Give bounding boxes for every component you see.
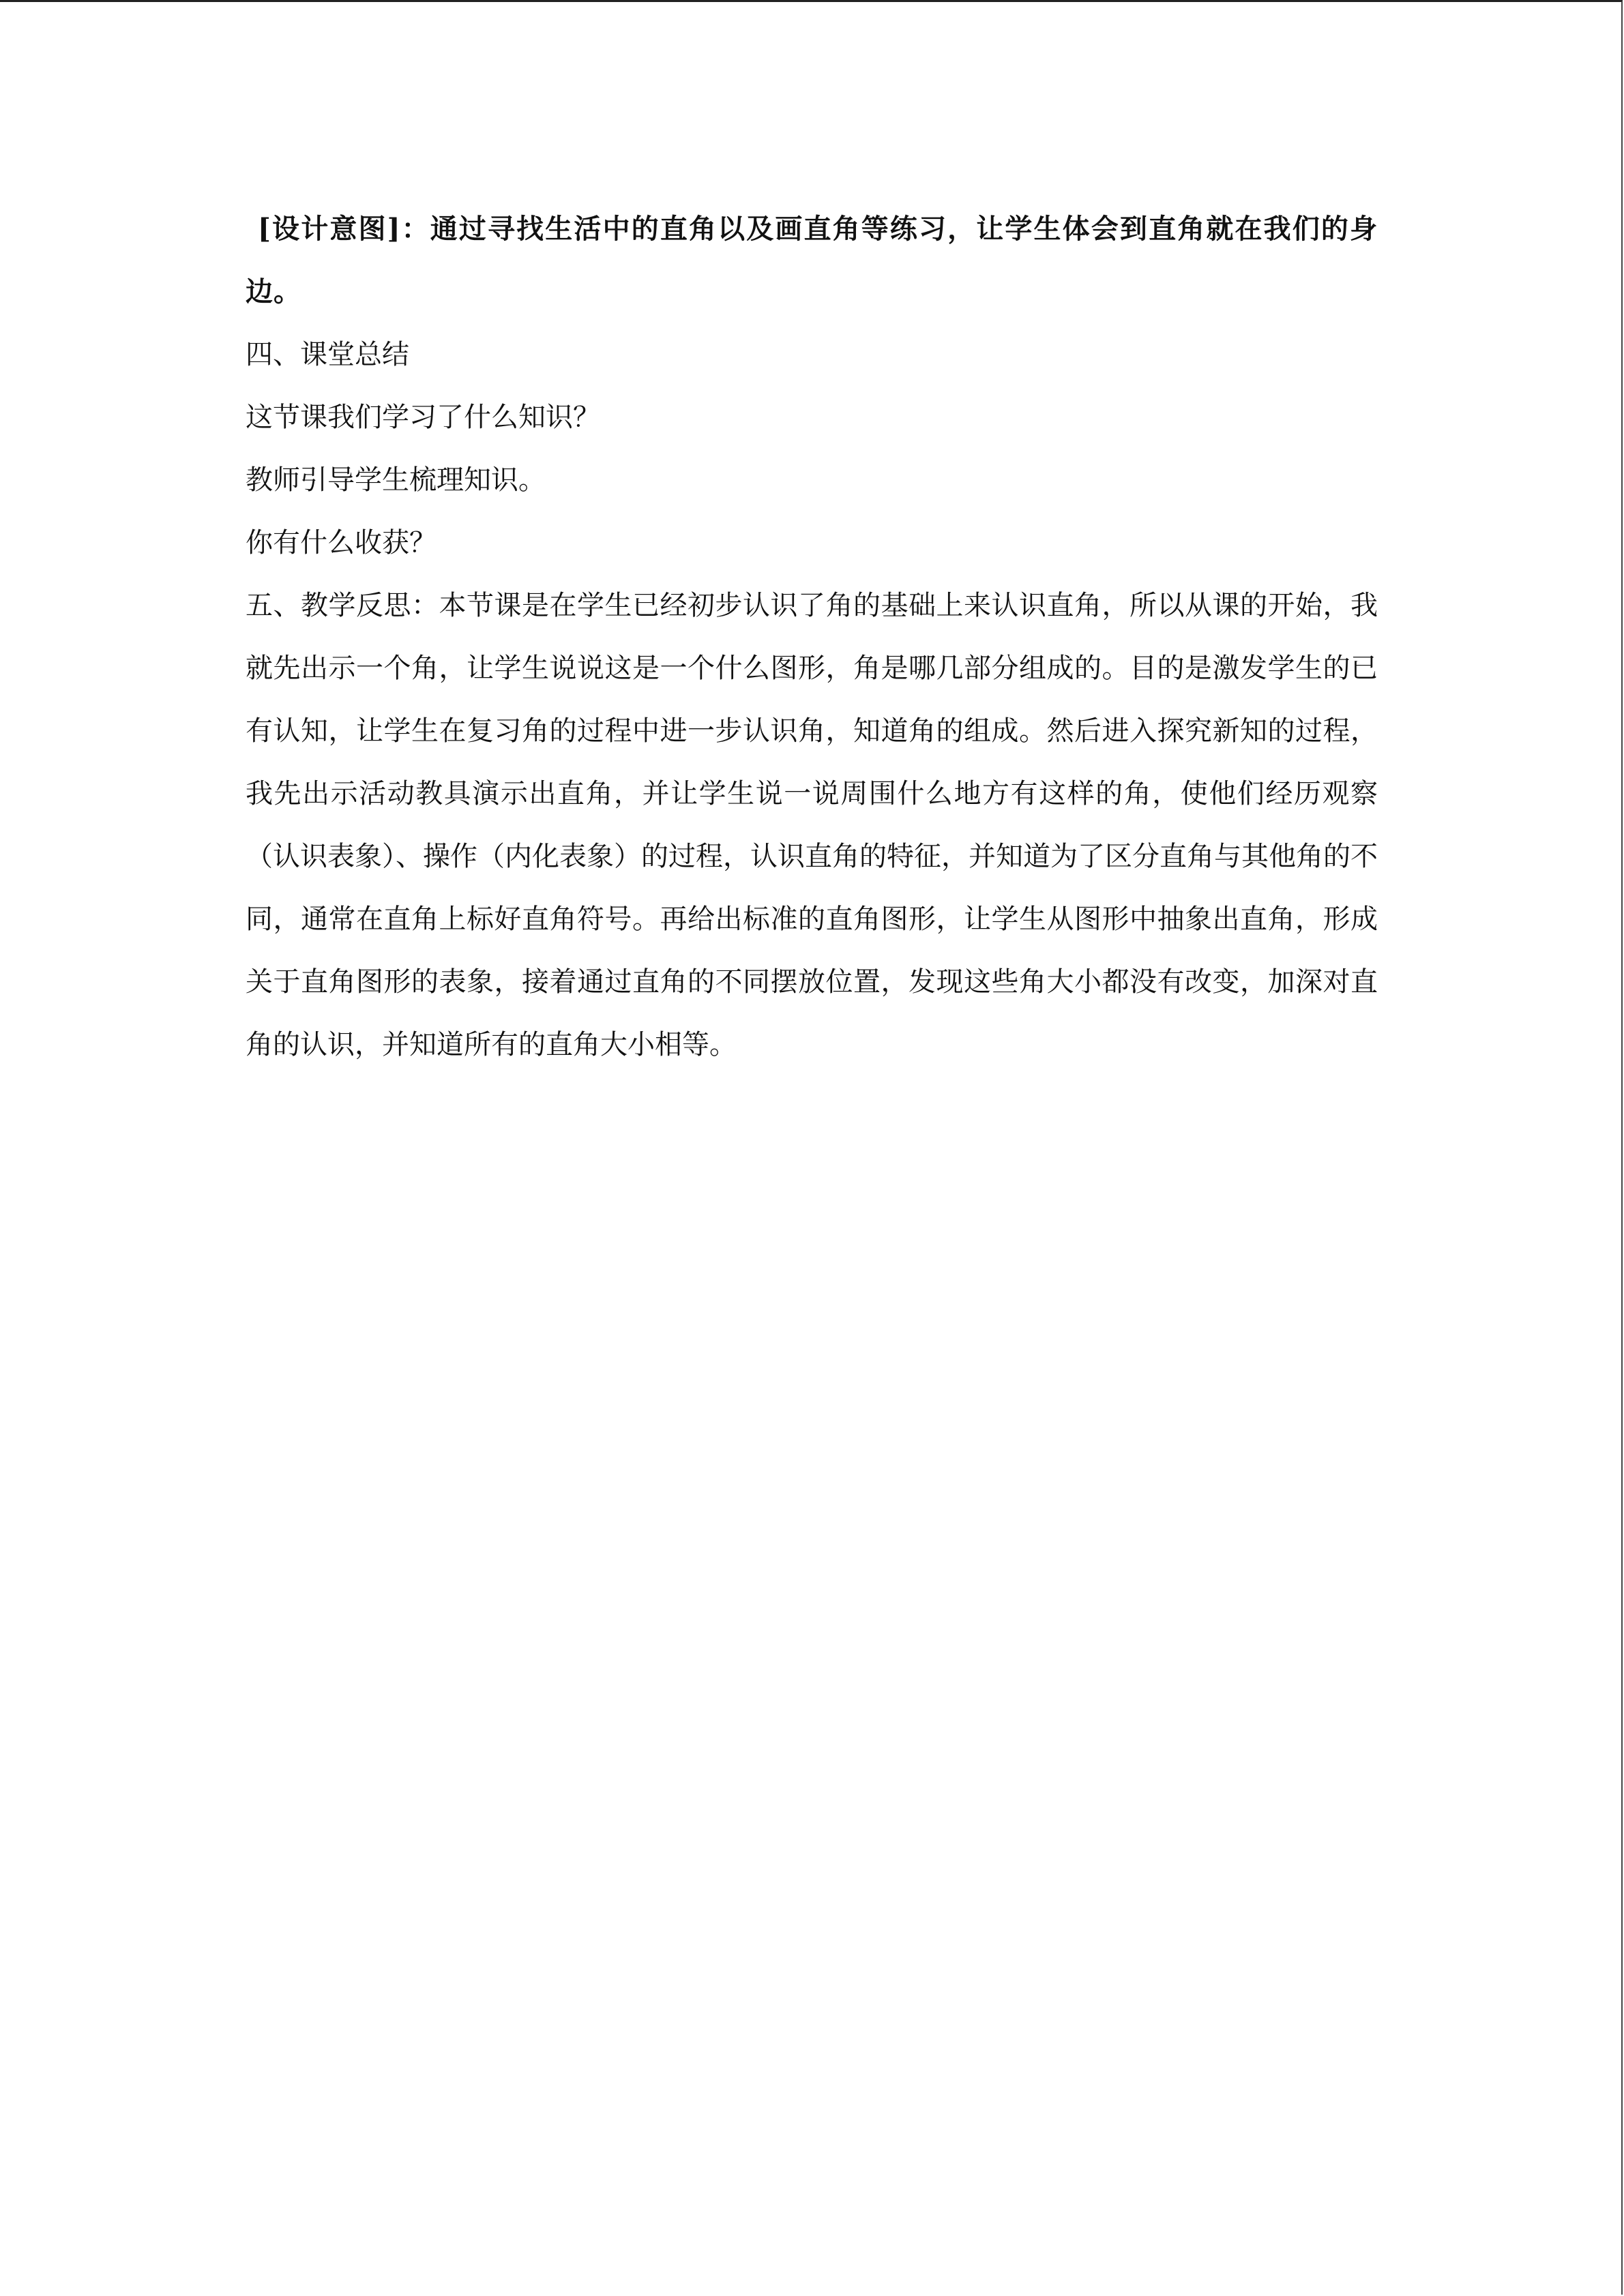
teaching-reflection-paragraph: 五、教学反思：本节课是在学生已经初步认识了角的基础上来认识直角，所以从课的开始，我就先出示一个角，让学生说说这是一个什么图形，角是哪几部分组成的。目的是激发学生的已有认知，让学生在复习角的过程中进一步认识角，知道角的组成。然后进入探究新知的过程，我先出示活动教具演示出直角，并让学生说一说周围什么地方有这样的角，使他们经历观察（认识表象）、操作（内化表象）的过程，认识直角的特征，并知道为了区分直角与其他角的不同，通常在直角上标好直角符号。再给出标准的直角图形，让学生从图形中抽象出直角，形成关于直角图形的表象，接着通过直角的不同摆放位置，发现这些角大小都没有改变，加深对直角的认识，并知道所有的直角大小相等。 [246, 590, 1378, 1060]
teacher-guide-text: 教师引导学生梳理知识。 [246, 464, 546, 496]
gain-question: 你有什么收获？ [246, 527, 437, 558]
document-body [246, 198, 1378, 1076]
summary-question: 这节课我们学习了什么知识？ [246, 402, 600, 433]
design-intent-paragraph: [设计意图]：通过寻找生活中的直角以及画直角等练习，让学生体会到直角就在我们的身边。 [246, 213, 1378, 308]
section-heading-class-summary: 四、课堂总结 [246, 339, 409, 370]
